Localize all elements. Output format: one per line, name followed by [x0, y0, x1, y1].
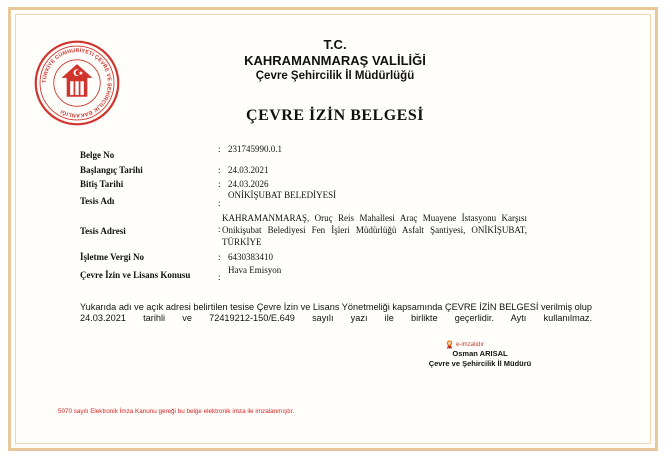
label-baslangic-tarihi: Başlangıç Tarihi — [80, 165, 143, 175]
value-tesis-adi: ONİKİŞUBAT BELEDİYESİ — [228, 190, 337, 200]
colon-bitis: : — [218, 179, 221, 189]
colon-baslangic: : — [218, 165, 221, 175]
colon-izin-konusu: : — [218, 272, 221, 282]
colon-vergi-no: : — [218, 252, 221, 262]
statement-line-1: Yukarıda adı ve açık adresi belirtilen tesise Çevre İzin ve Lisans Yönetmeliği kapsamında ÇEVRE İZİN BELGESİ verilmiş olup — [80, 302, 593, 312]
colon-tesis-adi: : — [218, 198, 221, 208]
label-bitis-tarihi: Bitiş Tarihi — [80, 179, 124, 189]
label-izin-konusu: Çevre İzin ve Lisans Konusu — [80, 270, 191, 280]
label-tesis-adresi: Tesis Adresi — [80, 226, 126, 236]
label-vergi-no: İşletme Vergi No — [80, 252, 144, 262]
value-bitis-tarihi: 24.03.2026 — [228, 179, 269, 189]
e-signature-label: e-imzalıdır — [456, 341, 485, 348]
value-vergi-no: 6430383410 — [228, 252, 273, 262]
legal-footer-note: 5070 sayılı Elektronik İmza Kanunu gereği bu belge elektronik imza ile imzalanmıştır. — [58, 408, 295, 415]
label-belge-no: Belge No — [80, 150, 115, 160]
header-governorship: KAHRAMANMARAŞ VALİLİĞİ — [244, 53, 426, 68]
value-belge-no: 231745990.0.1 — [228, 144, 282, 154]
colon-belge-no: : — [218, 144, 221, 154]
value-baslangic-tarihi: 24.03.2021 — [228, 165, 269, 175]
value-izin-konusu: Hava Emisyon — [228, 265, 282, 275]
signatory-name: Osman ARISAL — [452, 349, 508, 358]
ribbon-icon — [446, 340, 453, 349]
value-tesis-adresi: KAHRAMANMARAŞ, Oruç Reis Mahallesi Araç Muayene İstasyonu Karşısı Onikişubat Belediyesi Fen İşleri Müdürlüğü Asfalt Şantiyesi, ONİKİŞUBAT, TÜRKİYE — [222, 213, 527, 247]
header-directorate: Çevre Şehircilik İl Müdürlüğü — [255, 70, 415, 82]
ministry-seal-logo — [34, 40, 120, 126]
seal-text: TÜRKİYE CUMHURİYETİ ÇEVRE VE ŞEHİRCİLİK BAKANLIĞI — [41, 48, 113, 119]
statement-line-2: 24.03.2021 tarihli ve 72419212-150/E.649 sayılı yazı ile birlikte geçerlidir. Aytı kullanılmaz. — [80, 313, 592, 323]
colon-tesis-adresi: : — [218, 224, 221, 234]
e-signature-badge — [446, 340, 484, 349]
document-title: ÇEVRE İZİN BELGESİ — [246, 107, 424, 124]
label-tesis-adi: Tesis Adı — [80, 196, 115, 206]
header-tc: T.C. — [323, 37, 347, 52]
signatory-title: Çevre ve Şehircilik İl Müdürü — [428, 359, 532, 368]
